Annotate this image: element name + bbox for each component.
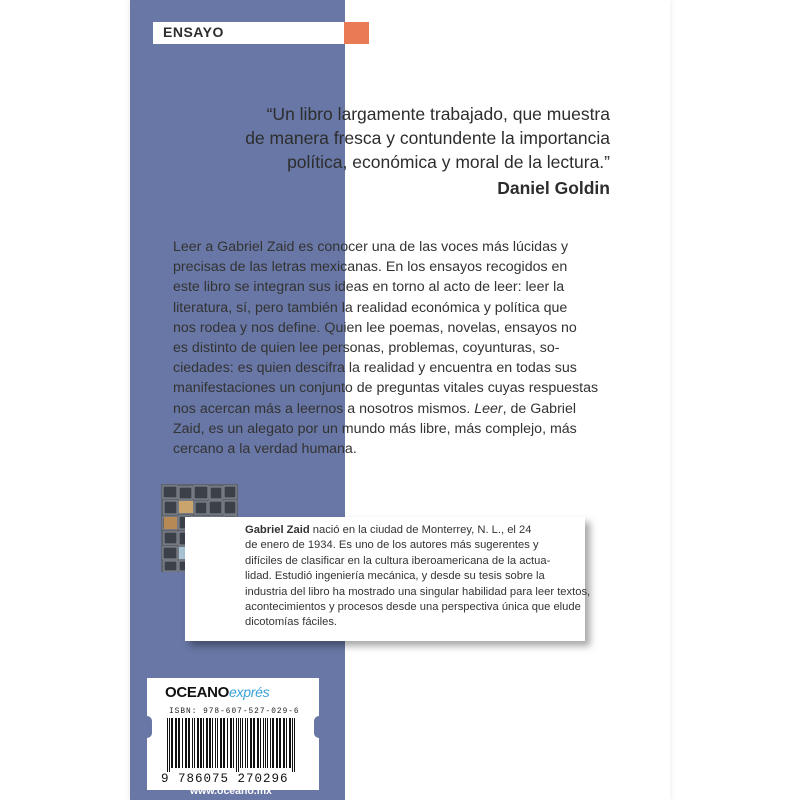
category-accent-tag: [344, 22, 369, 44]
quote-line: de manera fresca y contundente la importancia: [245, 128, 610, 148]
barcode-bar: [200, 718, 202, 768]
synopsis-line: este libro se integran sus ideas en torno al acto de leer: leer la: [173, 279, 565, 296]
synopsis-line: literatura, sí, pero también la realidad económica y política que: [173, 299, 568, 316]
bio-line: industria del libro ha mostrado una singular habilidad para leer textos,: [245, 585, 591, 598]
bio-line: lidad. Estudió ingeniería mecánica, y desde su tesis sobre la: [245, 570, 545, 583]
barcode-bar: [223, 718, 225, 768]
barcode-bar: [253, 718, 255, 768]
barcode-bar: [182, 718, 183, 768]
barcode-bar: [230, 718, 232, 768]
barcode-bar: [206, 718, 208, 768]
barcode-digits: 9 786075 270296: [161, 772, 289, 786]
barcode-bar: [270, 718, 271, 768]
barcode-bar: [276, 718, 278, 768]
synopsis-line-with-title: [173, 399, 593, 419]
bio-line: difíciles de clasificar en la cultura iberoamericana de la actua-: [245, 554, 551, 567]
barcode-bar: [178, 718, 180, 768]
synopsis-line: precisas de las letras mexicanas. En los ensayos recogidos en: [173, 259, 568, 276]
barcode-bar: [238, 718, 239, 772]
sticker-notch-right: [314, 716, 324, 738]
synopsis-line: ciedades: es quien descifra la realidad y encuentra en todas sus: [173, 360, 577, 377]
author-name: Gabriel Zaid: [245, 524, 310, 536]
barcode: [165, 718, 305, 772]
synopsis-line: es distinto de quien lee personas, problemas, coyunturas, so-: [173, 340, 560, 357]
synopsis-line-end: , de Gabriel: [502, 400, 576, 417]
bio-line: nació en la ciudad de Monterrey, N. L., el 24: [309, 524, 532, 536]
barcode-bar: [240, 718, 241, 768]
barcode-bar: [203, 718, 204, 768]
category-bar: [153, 22, 344, 44]
synopsis-line: nos rodea y nos define. Quien lee poemas, novelas, ensayos no: [173, 319, 577, 336]
publisher-website: www.oceano.mx: [190, 785, 272, 797]
barcode-bar: [283, 718, 285, 768]
barcode-bar: [209, 718, 211, 768]
barcode-bar: [175, 718, 177, 768]
quote-author: Daniel Goldin: [497, 178, 610, 198]
synopsis-line-start: nos acercan más a leernos a nosotros mismos.: [173, 400, 471, 417]
barcode-bar: [233, 718, 234, 768]
barcode-bar: [192, 718, 193, 768]
barcode-bar: [247, 718, 248, 768]
barcode-bar: [217, 718, 218, 768]
synopsis-line: Zaid, es un alegato por un mundo más libre, más complejo, más: [173, 420, 577, 437]
publisher-logo: [165, 684, 269, 701]
barcode-bar: [267, 718, 268, 768]
barcode-bar: [257, 718, 259, 768]
barcode-bar: [194, 718, 195, 768]
bio-line: de enero de 1934. Es uno de los autores más sugerentes y: [245, 539, 539, 552]
barcode-bar: [263, 718, 264, 768]
barcode-bar: [227, 718, 228, 768]
barcode-bar: [171, 718, 173, 768]
barcode-bar: [286, 718, 287, 768]
barcode-bar: [185, 718, 187, 768]
bio-first-line: [245, 523, 575, 538]
barcode-bar: [250, 718, 252, 768]
synopsis: [173, 237, 599, 459]
publisher-imprint: exprés: [229, 684, 270, 700]
barcode-bar: [242, 718, 243, 768]
synopsis-line: manifestaciones un conjunto de preguntas vitales cuyas respuestas: [173, 380, 599, 397]
isbn-sticker: [147, 678, 319, 790]
barcode-bar: [292, 718, 293, 772]
isbn-number: ISBN: 978-607-527-029-6: [169, 708, 300, 716]
book-title: Leer: [474, 400, 503, 417]
category-label: ENSAYO: [163, 24, 224, 40]
author-bio-box: [185, 517, 591, 641]
bio-line: dicotomías fáciles.: [245, 616, 338, 629]
barcode-bar: [272, 718, 274, 768]
barcode-bar: [289, 718, 291, 768]
barcode-bar: [236, 718, 237, 772]
barcode-bar: [167, 718, 168, 772]
barcode-bar: [279, 718, 281, 768]
bio-line: acontecimientos y procesos desde una perspectiva única que elude: [245, 601, 581, 614]
barcode-bar: [169, 718, 170, 772]
blurb-quote: [170, 102, 610, 200]
back-cover: [130, 0, 670, 800]
barcode-bar: [188, 718, 190, 768]
quote-line: “Un libro largamente trabajado, que muestra: [266, 104, 610, 124]
quote-line: política, económica y moral de la lectura.”: [287, 152, 610, 172]
barcode-bar: [245, 718, 246, 768]
publisher-name: OCEANO: [165, 684, 230, 701]
barcode-bar: [294, 718, 295, 772]
barcode-bar: [215, 718, 216, 768]
barcode-bar: [220, 718, 222, 768]
synopsis-line: cercano a la verdad humana.: [173, 441, 357, 458]
barcode-bar: [265, 718, 266, 768]
sticker-notch-left: [142, 716, 152, 738]
barcode-bar: [212, 718, 213, 768]
barcode-bar: [260, 718, 261, 768]
synopsis-line: Leer a Gabriel Zaid es conocer una de las voces más lúcidas y: [173, 239, 569, 255]
barcode-bar: [197, 718, 199, 768]
